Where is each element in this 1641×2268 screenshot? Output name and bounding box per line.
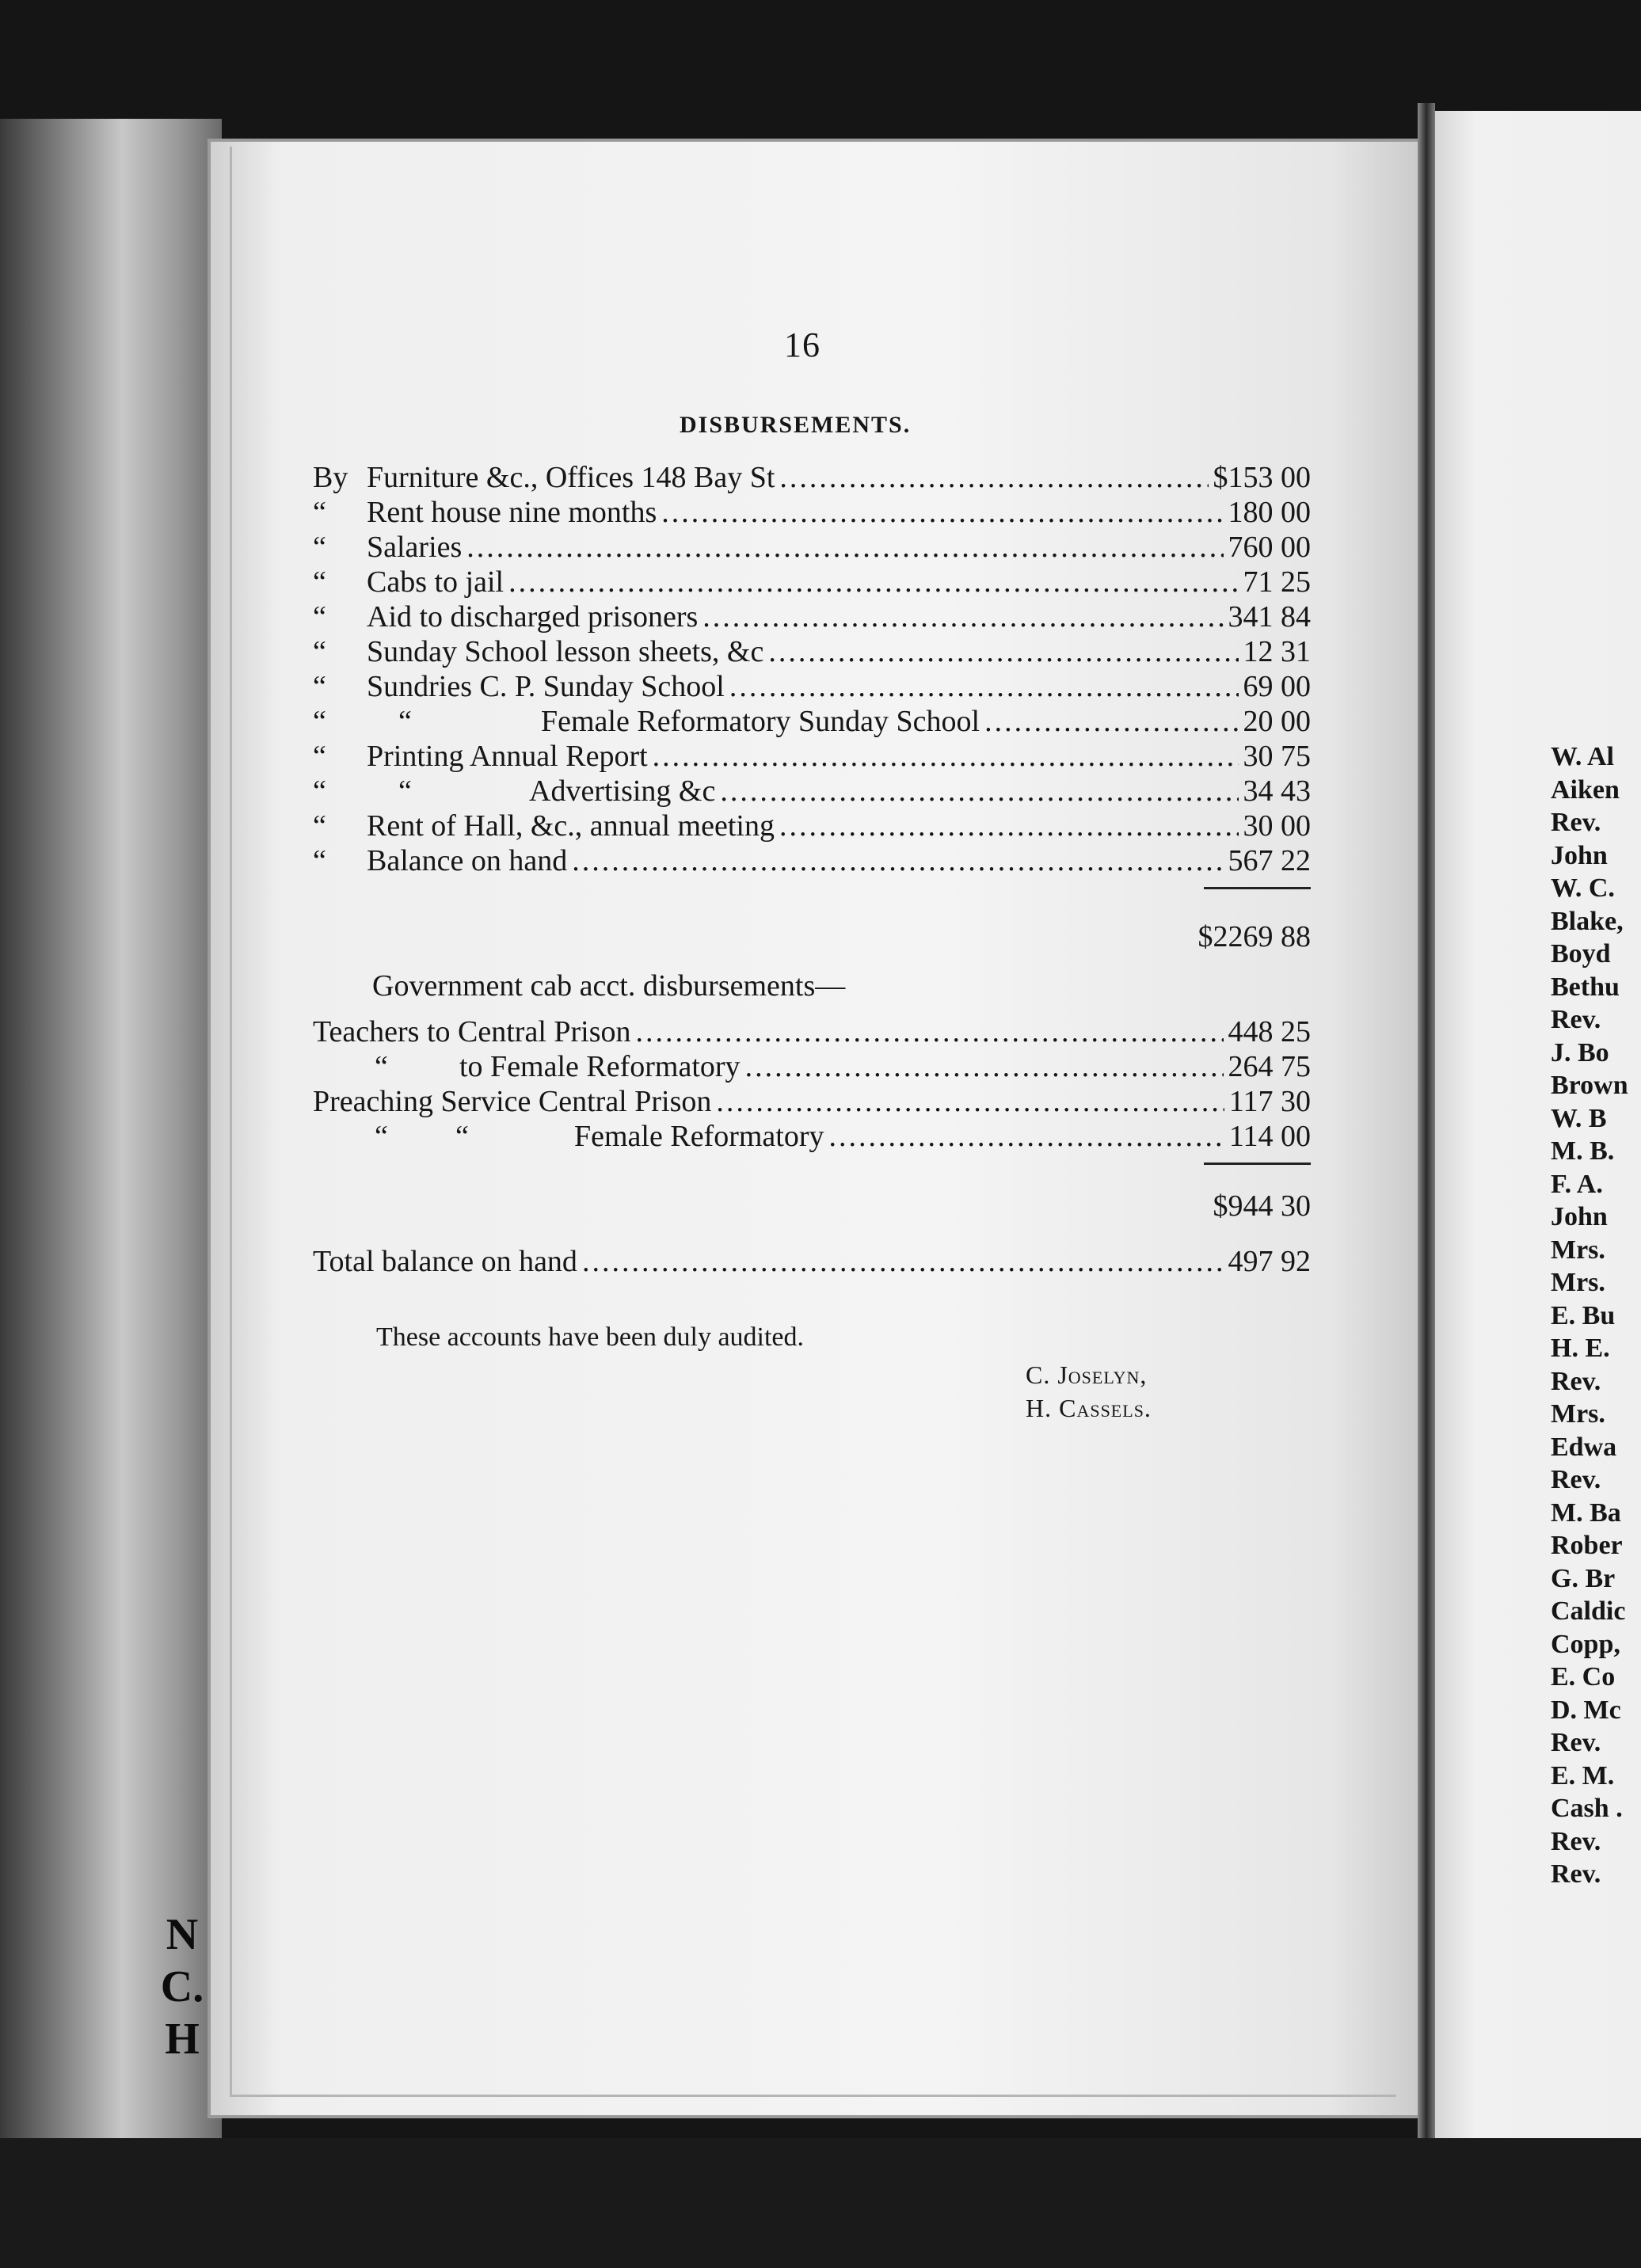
ledger-row bbox=[313, 773, 1311, 809]
list-item: Bethu bbox=[1551, 972, 1620, 1002]
ditto-mark: “ bbox=[375, 1120, 388, 1153]
leader-dots bbox=[508, 564, 1238, 600]
leader-dots bbox=[653, 738, 1239, 774]
row-label: Furniture &c., Offices 148 Bay St bbox=[367, 461, 775, 494]
row-label: Rent house nine months bbox=[367, 496, 657, 529]
row-amount: 497 92 bbox=[1228, 1245, 1311, 1278]
row-prefix: “ bbox=[313, 635, 326, 668]
list-item: Brown bbox=[1551, 1071, 1628, 1100]
row-prefix: “ bbox=[313, 531, 326, 564]
row-label: Advertising &c bbox=[529, 774, 716, 808]
leader-dots bbox=[572, 843, 1223, 879]
government-total: $944 30 bbox=[1213, 1189, 1311, 1223]
list-item: W. Al bbox=[1551, 742, 1615, 771]
row-label: Female Reformatory Sunday School bbox=[541, 705, 980, 738]
row-label: Balance on hand bbox=[367, 844, 568, 877]
row-label: Sunday School lesson sheets, &c bbox=[367, 635, 764, 668]
leader-dots bbox=[702, 599, 1223, 635]
row-amount: 30 75 bbox=[1243, 740, 1311, 773]
list-item: G. Br bbox=[1551, 1563, 1616, 1593]
list-item: W. C. bbox=[1551, 873, 1615, 903]
leader-dots bbox=[636, 1014, 1224, 1050]
ledger-row bbox=[313, 1014, 1311, 1050]
leader-dots bbox=[745, 1048, 1224, 1085]
list-item: Rev. bbox=[1551, 1826, 1601, 1856]
row-amount: 180 00 bbox=[1228, 496, 1311, 529]
list-item: Rev. bbox=[1551, 1728, 1601, 1757]
auditor-signature: C. Joselyn, bbox=[1026, 1360, 1148, 1389]
row-label: Total balance on hand bbox=[313, 1245, 577, 1278]
scan-background bbox=[0, 2138, 1641, 2268]
ledger-row bbox=[313, 529, 1311, 565]
ledger-row bbox=[313, 1118, 1311, 1155]
list-item: E. Co bbox=[1551, 1662, 1616, 1691]
binding-letter: N bbox=[166, 1910, 199, 1959]
leader-dots bbox=[720, 773, 1238, 809]
ledger-row bbox=[313, 1083, 1311, 1120]
audit-note: These accounts have been duly audited. bbox=[376, 1322, 805, 1352]
list-item: Blake, bbox=[1551, 906, 1624, 936]
list-item: W. B bbox=[1551, 1103, 1607, 1133]
list-item: H. E. bbox=[1551, 1334, 1610, 1363]
list-item: Aiken bbox=[1551, 774, 1620, 805]
binding-letter: H bbox=[165, 2015, 200, 2064]
list-item: M. Ba bbox=[1551, 1497, 1621, 1528]
government-heading: Government cab acct. disbursements— bbox=[372, 969, 846, 1003]
row-label: Rent of Hall, &c., annual meeting bbox=[367, 809, 775, 843]
row-prefix: By bbox=[313, 461, 348, 494]
ditto-mark: “ bbox=[375, 1050, 388, 1083]
list-item: J. Bo bbox=[1551, 1037, 1609, 1067]
row-label: Teachers to Central Prison bbox=[313, 1015, 631, 1048]
page-number: 16 bbox=[784, 325, 820, 364]
list-item: John bbox=[1551, 840, 1608, 870]
leader-dots bbox=[829, 1118, 1224, 1155]
ledger-row bbox=[313, 808, 1311, 844]
list-item: Rev. bbox=[1551, 1366, 1601, 1396]
ledger-row bbox=[313, 634, 1311, 670]
list-item: Mrs. bbox=[1551, 1235, 1605, 1265]
row-amount: 12 31 bbox=[1243, 635, 1311, 668]
list-item: E. Bu bbox=[1551, 1300, 1616, 1330]
ledger-row bbox=[313, 703, 1311, 740]
ledger-row bbox=[313, 738, 1311, 774]
row-amount: 264 75 bbox=[1228, 1050, 1311, 1083]
list-item: Rev. bbox=[1551, 1859, 1601, 1889]
auditor-signature: H. Cassels. bbox=[1026, 1394, 1152, 1422]
leader-dots bbox=[466, 529, 1223, 565]
section-heading: DISBURSEMENTS. bbox=[680, 412, 912, 438]
total-balance-row bbox=[313, 1243, 1311, 1280]
row-amount: 34 43 bbox=[1243, 774, 1311, 808]
ledger-row bbox=[313, 459, 1311, 496]
ledger-row bbox=[313, 599, 1311, 635]
row-prefix: “ bbox=[313, 670, 326, 703]
row-amount: 341 84 bbox=[1228, 600, 1311, 634]
row-prefix: “ bbox=[313, 809, 326, 843]
row-prefix: “ bbox=[313, 565, 326, 599]
row-prefix: “ bbox=[313, 496, 326, 529]
total-rule bbox=[1204, 887, 1311, 889]
row-label: Female Reformatory bbox=[574, 1120, 824, 1153]
ditto-mark: “ bbox=[455, 1120, 469, 1153]
ledger-row bbox=[313, 494, 1311, 531]
row-amount: 30 00 bbox=[1243, 809, 1311, 843]
row-label: Sundries C. P. Sunday School bbox=[367, 670, 725, 703]
row-prefix: “ bbox=[313, 740, 326, 773]
ditto-mark: “ bbox=[398, 774, 412, 808]
row-amount: 69 00 bbox=[1243, 670, 1311, 703]
ledger-row bbox=[313, 668, 1311, 705]
leader-dots bbox=[582, 1243, 1224, 1280]
book-gutter bbox=[1418, 103, 1435, 2162]
binding-spine-letters bbox=[158, 1908, 206, 2065]
disbursements-total: $2269 88 bbox=[1197, 920, 1311, 953]
right-page-name-list bbox=[1551, 740, 1641, 1891]
leader-dots bbox=[716, 1083, 1224, 1120]
list-item: Rev. bbox=[1551, 1005, 1601, 1034]
row-amount: 71 25 bbox=[1243, 565, 1311, 599]
row-amount: 114 00 bbox=[1228, 1120, 1311, 1153]
ledger-row bbox=[313, 1048, 1311, 1085]
list-item: Caldic bbox=[1551, 1596, 1626, 1626]
list-item: Boyd bbox=[1551, 939, 1611, 968]
list-item: Rev. bbox=[1551, 1465, 1601, 1494]
ditto-mark: “ bbox=[398, 705, 412, 738]
leader-dots bbox=[779, 808, 1239, 844]
row-label: Preaching Service Central Prison bbox=[313, 1085, 712, 1118]
list-item: D. Mc bbox=[1551, 1695, 1621, 1725]
list-item: M. B. bbox=[1551, 1136, 1615, 1166]
list-item: Copp, bbox=[1551, 1629, 1620, 1659]
leader-dots bbox=[984, 703, 1238, 740]
ledger-row bbox=[313, 843, 1311, 879]
row-prefix: “ bbox=[313, 844, 326, 877]
list-item: F. A. bbox=[1551, 1169, 1603, 1199]
row-label: Salaries bbox=[367, 531, 463, 564]
leader-dots bbox=[779, 459, 1208, 496]
row-label: Cabs to jail bbox=[367, 565, 504, 599]
row-amount: $153 00 bbox=[1213, 461, 1311, 494]
list-item: Mrs. bbox=[1551, 1268, 1605, 1297]
row-prefix: “ bbox=[313, 774, 326, 808]
list-item: Rober bbox=[1551, 1531, 1623, 1560]
list-item: Cash . bbox=[1551, 1794, 1623, 1823]
row-amount: 448 25 bbox=[1228, 1015, 1311, 1048]
binding-letter: C. bbox=[160, 1962, 204, 2011]
row-amount: 760 00 bbox=[1228, 531, 1311, 564]
leader-dots bbox=[729, 668, 1239, 705]
row-prefix: “ bbox=[313, 600, 326, 634]
row-amount: 20 00 bbox=[1243, 705, 1311, 738]
row-amount: 117 30 bbox=[1228, 1085, 1311, 1118]
row-label: Aid to discharged prisoners bbox=[367, 600, 699, 634]
list-item: E. M. bbox=[1551, 1760, 1615, 1790]
total-rule bbox=[1204, 1163, 1311, 1165]
leader-dots bbox=[661, 494, 1223, 531]
ledger-row bbox=[313, 564, 1311, 600]
row-label: to Female Reformatory bbox=[459, 1050, 741, 1083]
list-item: Edwa bbox=[1551, 1432, 1617, 1462]
list-item: Rev. bbox=[1551, 808, 1601, 837]
list-item: Mrs. bbox=[1551, 1399, 1605, 1429]
leader-dots bbox=[768, 634, 1238, 670]
list-item: John bbox=[1551, 1202, 1608, 1231]
row-prefix: “ bbox=[313, 705, 326, 738]
row-amount: 567 22 bbox=[1228, 844, 1311, 877]
row-label: Printing Annual Report bbox=[367, 740, 648, 773]
